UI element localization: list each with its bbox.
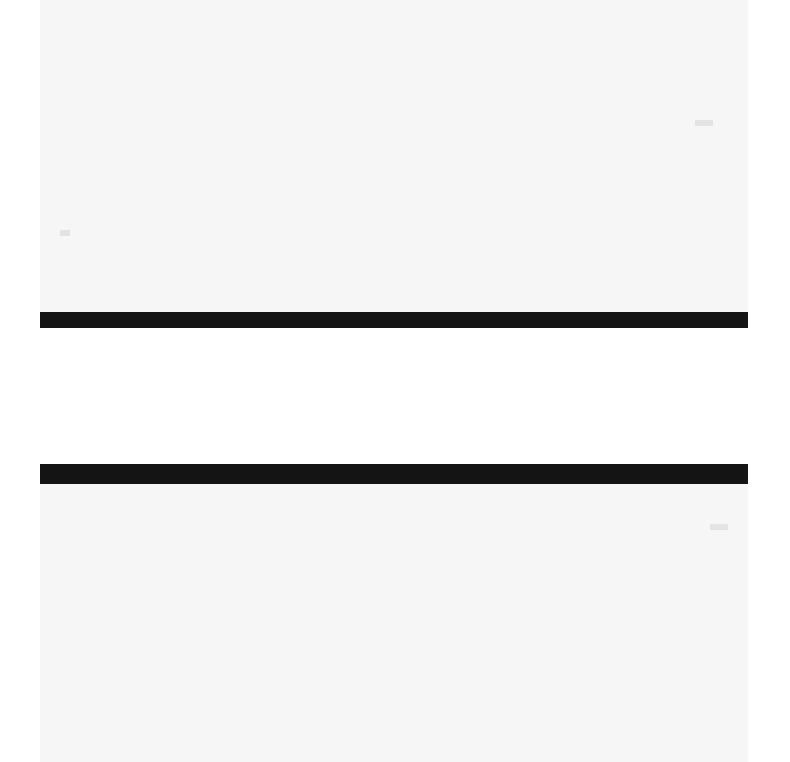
scan-page-top (40, 0, 748, 328)
scan-edge-bar (40, 312, 748, 328)
scan-edge-bar (40, 464, 748, 484)
scan-speck (695, 120, 713, 126)
scan-speck (710, 524, 728, 530)
scan-page-bottom (40, 464, 748, 762)
scan-speck (60, 230, 70, 236)
